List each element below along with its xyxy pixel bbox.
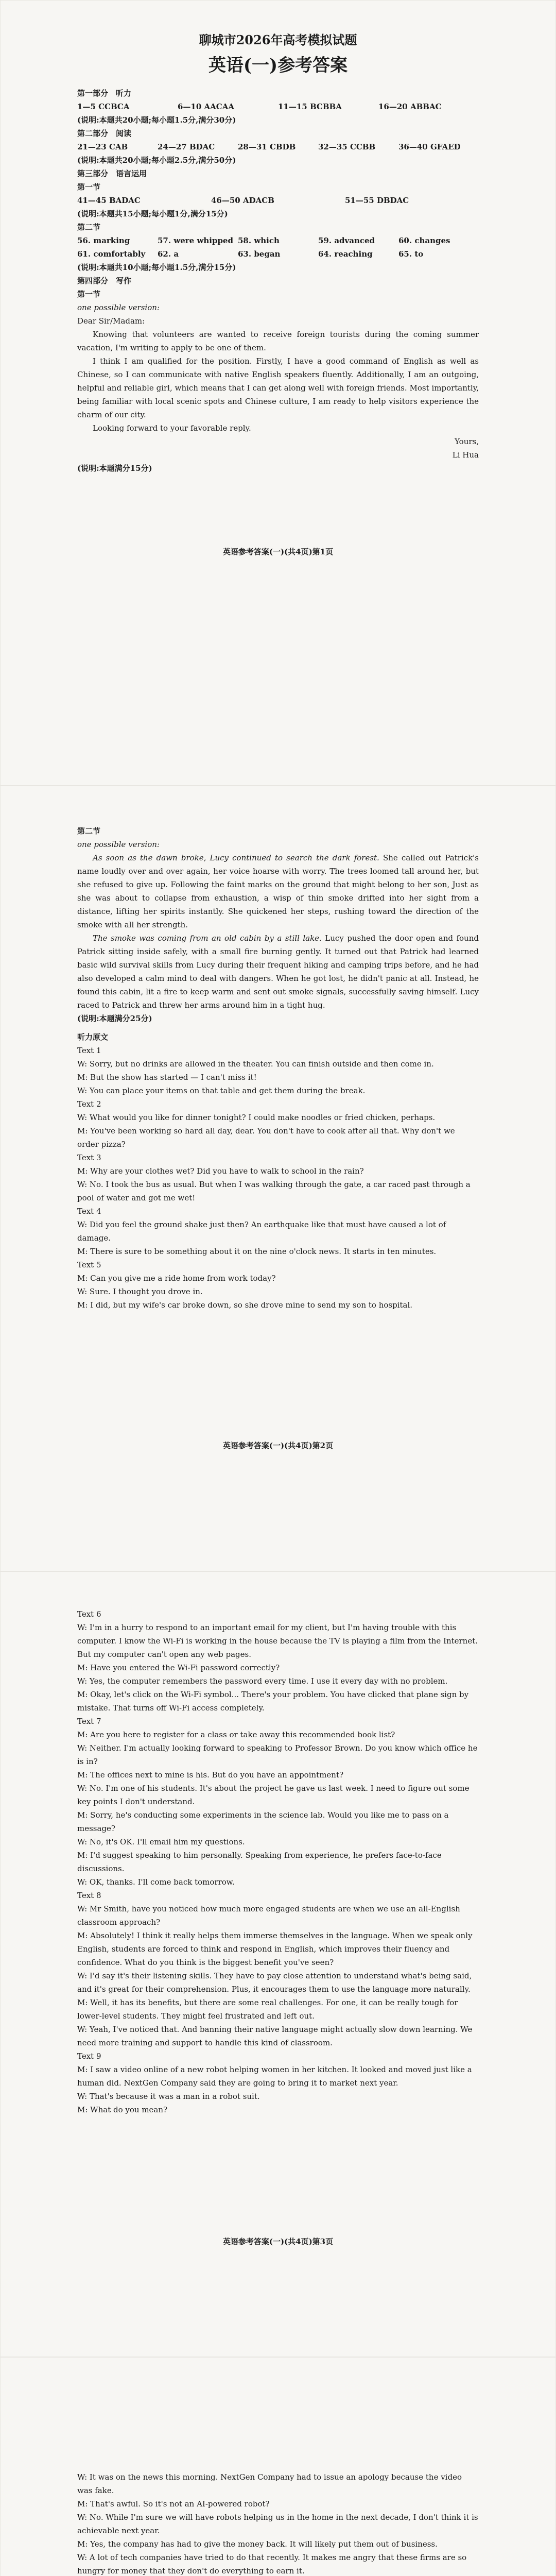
answer-group: 32—35 CCBB xyxy=(318,142,376,151)
dialogue-line: W: No. I took the bus as usual. But when I was walking through the gate, a car raced past through a pool of water and got me wet! xyxy=(77,1180,471,1202)
dialogue-line: W: Neither. I'm actually looking forward to speaking to Professor Brown. Do you know which office he is in? xyxy=(77,1743,478,1766)
page-footer: 英语参考答案(一)(共4页)第2页 xyxy=(222,1441,334,1450)
dialogue-line: W: You can place your items on that table and get them during the break. xyxy=(77,1086,366,1095)
dialogue-line: M: That's awful. So it's not an AI-powered robot? xyxy=(77,2499,270,2509)
text-label: Text 3 xyxy=(77,1153,101,1162)
dialogue-line: W: It was on the news this morning. NextGen Company had to issue an apology because the video was fake. xyxy=(77,2472,462,2495)
letter-paragraph: Knowing that volunteers are wanted to receive foreign tourists during the coming summer vacation, I'm writing to apply to be one of them. xyxy=(77,330,479,352)
part4-section1-heading: 第一节 xyxy=(77,290,101,299)
part1-heading: 第一部分 听力 xyxy=(77,89,132,98)
answer-group: 11—15 BCBBA xyxy=(278,102,342,111)
writing-note: (说明:本题满分15分) xyxy=(77,464,152,473)
dialogue-line: M: Okay, let's click on the Wi-Fi symbol... There's your problem. You have clicked that plane sign by mistake. That turns off Wi-Fi access completely. xyxy=(77,1690,469,1713)
page-footer: 英语参考答案(一)(共4页)第3页 xyxy=(222,2237,334,2246)
text-label: Text 6 xyxy=(77,1609,101,1619)
story-body-2: Lucy pushed the door open and found Patrick sitting inside safely, with a small fire burning gently. It turned out that Patrick had learned basic wild survival skills from Lucy during their frequent hiking and camping trips before, and he had also developed a calm mind to deal with dangers. When he got lost, he didn't panic at all. Instead, he found this cabin, lit a fire to keep warm and sent out smoke signals, successfully saving himself. Lucy raced to Patrick and threw her arms around him in a tight hug. xyxy=(77,934,479,1010)
dialogue-line: M: Well, it has its benefits, but there are some real challenges. For one, it can be really tough for lower-level students. They might feel frustrated and left out. xyxy=(77,1998,458,2021)
section2-heading: 第二节 xyxy=(77,223,101,232)
dialogue-line: M: There is sure to be something about it on the nine o'clock news. It starts in ten minutes. xyxy=(77,1247,437,1256)
dialogue-line: M: Absolutely! I think it really helps them immerse themselves in the language. When we speak only English, students are forced to think and respond in English, which improves their fluency and confidence. What do you think is the biggest benefit you've seen? xyxy=(77,1931,473,1967)
dialogue-line: W: What would you like for dinner tonight? I could make noodles or fried chicken, perhaps. xyxy=(77,1113,436,1122)
answer-item: 58. which xyxy=(238,236,280,245)
answer-item: 65. to xyxy=(398,249,424,259)
dialogue-line: M: Yes, the company has had to give the money back. It will likely put them out of business. xyxy=(77,2539,438,2549)
transcript-heading: 听力原文 xyxy=(77,1032,109,1042)
page-4-content xyxy=(77,2470,479,2576)
text-label: Text 4 xyxy=(77,1207,101,1216)
dialogue-line: M: Why are your clothes wet? Did you have to walk to school in the rain? xyxy=(77,1166,364,1176)
dialogue-line: W: Sorry, but no drinks are allowed in the theater. You can finish outside and then come in. xyxy=(77,1059,434,1069)
dialogue-line: M: Have you entered the Wi-Fi password correctly? xyxy=(77,1663,280,1672)
text-label: Text 8 xyxy=(77,1891,101,1900)
part3-heading: 第三部分 语言运用 xyxy=(77,169,147,178)
part3-sec2-answers-row1 xyxy=(77,234,479,247)
answer-item: 56. marking xyxy=(77,236,130,245)
answer-group: 46—50 ADACB xyxy=(211,196,274,205)
part1-answers xyxy=(77,100,479,113)
answer-group: 36—40 GFAED xyxy=(398,142,461,151)
dialogue-line: M: You've been working so hard all day, dear. You don't have to cook after all that. Why don't we order pizza? xyxy=(77,1126,455,1149)
page-2-content xyxy=(77,824,479,1312)
answer-group: 1—5 CCBCA xyxy=(77,102,130,111)
dialogue-line: W: Did you feel the ground shake just then? An earthquake like that must have caused a lot of damage. xyxy=(77,1220,446,1243)
answer-item: 62. a xyxy=(158,249,179,259)
section1-heading: 第一节 xyxy=(77,182,101,192)
answer-item: 57. were whipped xyxy=(158,236,233,245)
story-paragraph-2 xyxy=(77,931,479,1012)
answer-key-title: 英语(一)参考答案 xyxy=(208,55,348,76)
dialogue-line: M: I saw a video online of a new robot helping women in her kitchen. It looked and moved just like a human did. NextGen Company said they are going to bring it to market next year. xyxy=(77,2065,472,2088)
dialogue-line: W: Yes, the computer remembers the password every time. I use it every day with no problem. xyxy=(77,1676,448,1686)
dialogue-line: W: No. While I'm sure we will have robots helping us in the home in the next decade, I don't think it is achievable next year. xyxy=(77,2513,478,2535)
answer-group: 16—20 ABBAC xyxy=(378,102,442,111)
page-footer: 英语参考答案(一)(共4页)第1页 xyxy=(222,547,334,556)
answer-group: 6—10 AACAA xyxy=(178,102,235,111)
section2-heading: 第二节 xyxy=(77,826,101,836)
letter-signature: Li Hua xyxy=(452,450,479,460)
dialogue-line: W: I'd say it's their listening skills. They have to pay close attention to understand what's being said, and it's great for their comprehension. Plus, it encourages them to use the language more naturally. xyxy=(77,1971,472,1994)
answer-group: 41—45 BADAC xyxy=(77,196,141,205)
letter-closing: Yours, xyxy=(455,437,479,446)
part1-note: (说明:本题共20小题;每小题1.5分,满分30分) xyxy=(77,115,236,125)
dialogue-line: W: Yeah, I've noticed that. And banning their native language might actually slow down learning. We need more training and support to handle this kind of classroom. xyxy=(77,2025,473,2047)
dialogue-line: W: That's because it was a man in a robot suit. xyxy=(77,2092,260,2101)
dialogue-line: W: No, it's OK. I'll email him my questions. xyxy=(77,1837,245,1846)
dialogue-line: M: But the show has started — I can't miss it! xyxy=(77,1073,257,1082)
dialogue-line: W: I'm in a hurry to respond to an important email for my client, but I'm having trouble with this computer. I know the Wi-Fi is working in the house because the TV is playing a film from the Internet. But my computer can't open any web pages. xyxy=(77,1623,478,1659)
text-label: Text 2 xyxy=(77,1099,101,1109)
page-1 xyxy=(0,0,556,786)
page-1-content xyxy=(77,0,479,475)
dialogue-line: M: I'd suggest speaking to him personally. Speaking from experience, he prefers face-to-face discussions. xyxy=(77,1851,442,1873)
story-lead-1: As soon as the dawn broke, Lucy continued to search the dark forest. xyxy=(93,853,379,862)
part3-sec2-answers-row2 xyxy=(77,247,479,261)
dialogue-line: W: Sure. I thought you drove in. xyxy=(77,1287,203,1296)
text-label: Text 1 xyxy=(77,1046,101,1055)
answer-item: 61. comfortably xyxy=(77,249,146,259)
page-2 xyxy=(0,786,556,1571)
answer-group: 24—27 BDAC xyxy=(158,142,215,151)
answer-item: 64. reaching xyxy=(318,249,373,259)
dialogue-line: M: The offices next to mine is his. But do you have an appointment? xyxy=(77,1770,344,1780)
part2-note: (说明:本题共20小题;每小题2.5分,满分50分) xyxy=(77,156,236,165)
answer-group: 28—31 CBDB xyxy=(238,142,296,151)
text-label: Text 9 xyxy=(77,2052,101,2061)
dialogue-line: W: No. I'm one of his students. It's about the project he gave us last week. I need to figure out some key points I don't understand. xyxy=(77,1784,470,1806)
story-body-1: She called out Patrick's name loudly over and over again, her voice hoarse with worry. The trees loomed tall around her, but she refused to give up. Following the faint marks on the ground that might belong to her son, Just as she was about to collapse from exhaustion, a wisp of thin smoke drifted into her sight from a distance, lifting her spirits instantly. She quickened her steps, rushing toward the direction of the smoke with all her strength. xyxy=(77,853,479,929)
story-note: (说明:本题满分25分) xyxy=(77,1014,152,1023)
page-3-content xyxy=(77,1607,479,2116)
part3-sec2-note: (说明:本题共10小题;每小题1.5分,满分15分) xyxy=(77,263,236,272)
one-possible-version: one possible version: xyxy=(77,303,160,312)
letter-salutation: Dear Sir/Madam: xyxy=(77,316,145,326)
part2-answers xyxy=(77,140,479,154)
one-possible-version: one possible version: xyxy=(77,840,160,849)
letter-paragraph: I think I am qualified for the position. Firstly, I have a good command of English as well as Chinese, so I can communicate with native English speakers fluently. Additionally, I am an outgoing, helpful and reliable girl, which means that I can get along well with foreign friends. Most importantly, being familiar with local scenic spots and Chinese culture, I am ready to help visitors experience the charm of our city. xyxy=(77,357,479,419)
text-label: Text 7 xyxy=(77,1717,101,1726)
dialogue-line: M: Sorry, he's conducting some experiments in the science lab. Would you like me to pass on a message? xyxy=(77,1810,449,1833)
part3-sec1-note: (说明:本题共15小题;每小题1分,满分15分) xyxy=(77,209,228,218)
dialogue-line: W: OK, thanks. I'll come back tomorrow. xyxy=(77,1877,235,1887)
answer-group: 51—55 DBDAC xyxy=(345,196,409,205)
answer-item: 63. began xyxy=(238,249,281,259)
dialogue-line: W: Mr Smith, have you noticed how much more engaged students are when we use an all-English classroom approach? xyxy=(77,1904,460,1927)
answer-item: 59. advanced xyxy=(318,236,375,245)
part4-heading: 第四部分 写作 xyxy=(77,276,132,285)
answer-item: 60. changes xyxy=(398,236,450,245)
dialogue-line: M: What do you mean? xyxy=(77,2105,168,2114)
dialogue-line: M: I did, but my wife's car broke down, so she drove mine to send my son to hospital. xyxy=(77,1300,413,1310)
story-paragraph-1 xyxy=(77,851,479,931)
part3-sec1-answers xyxy=(77,194,479,207)
story-lead-2: The smoke was coming from an old cabin by a still lake. xyxy=(93,934,322,943)
dialogue-line: M: Can you give me a ride home from work today? xyxy=(77,1274,276,1283)
answer-group: 21—23 CAB xyxy=(77,142,128,151)
text-label: Text 5 xyxy=(77,1260,101,1269)
letter-paragraph: Looking forward to your favorable reply. xyxy=(93,423,251,433)
page-3 xyxy=(0,1571,556,2357)
dialogue-line: M: Are you here to register for a class or take away this recommended book list? xyxy=(77,1730,395,1739)
exam-title: 聊城市2026年高考模拟试题 xyxy=(199,32,357,47)
page-4 xyxy=(0,2357,556,2576)
part2-heading: 第二部分 阅读 xyxy=(77,129,132,138)
dialogue-line: W: A lot of tech companies have tried to do that recently. It makes me angry that these firms are so hungry for money that they don't do everything to earn it. xyxy=(77,2553,467,2575)
